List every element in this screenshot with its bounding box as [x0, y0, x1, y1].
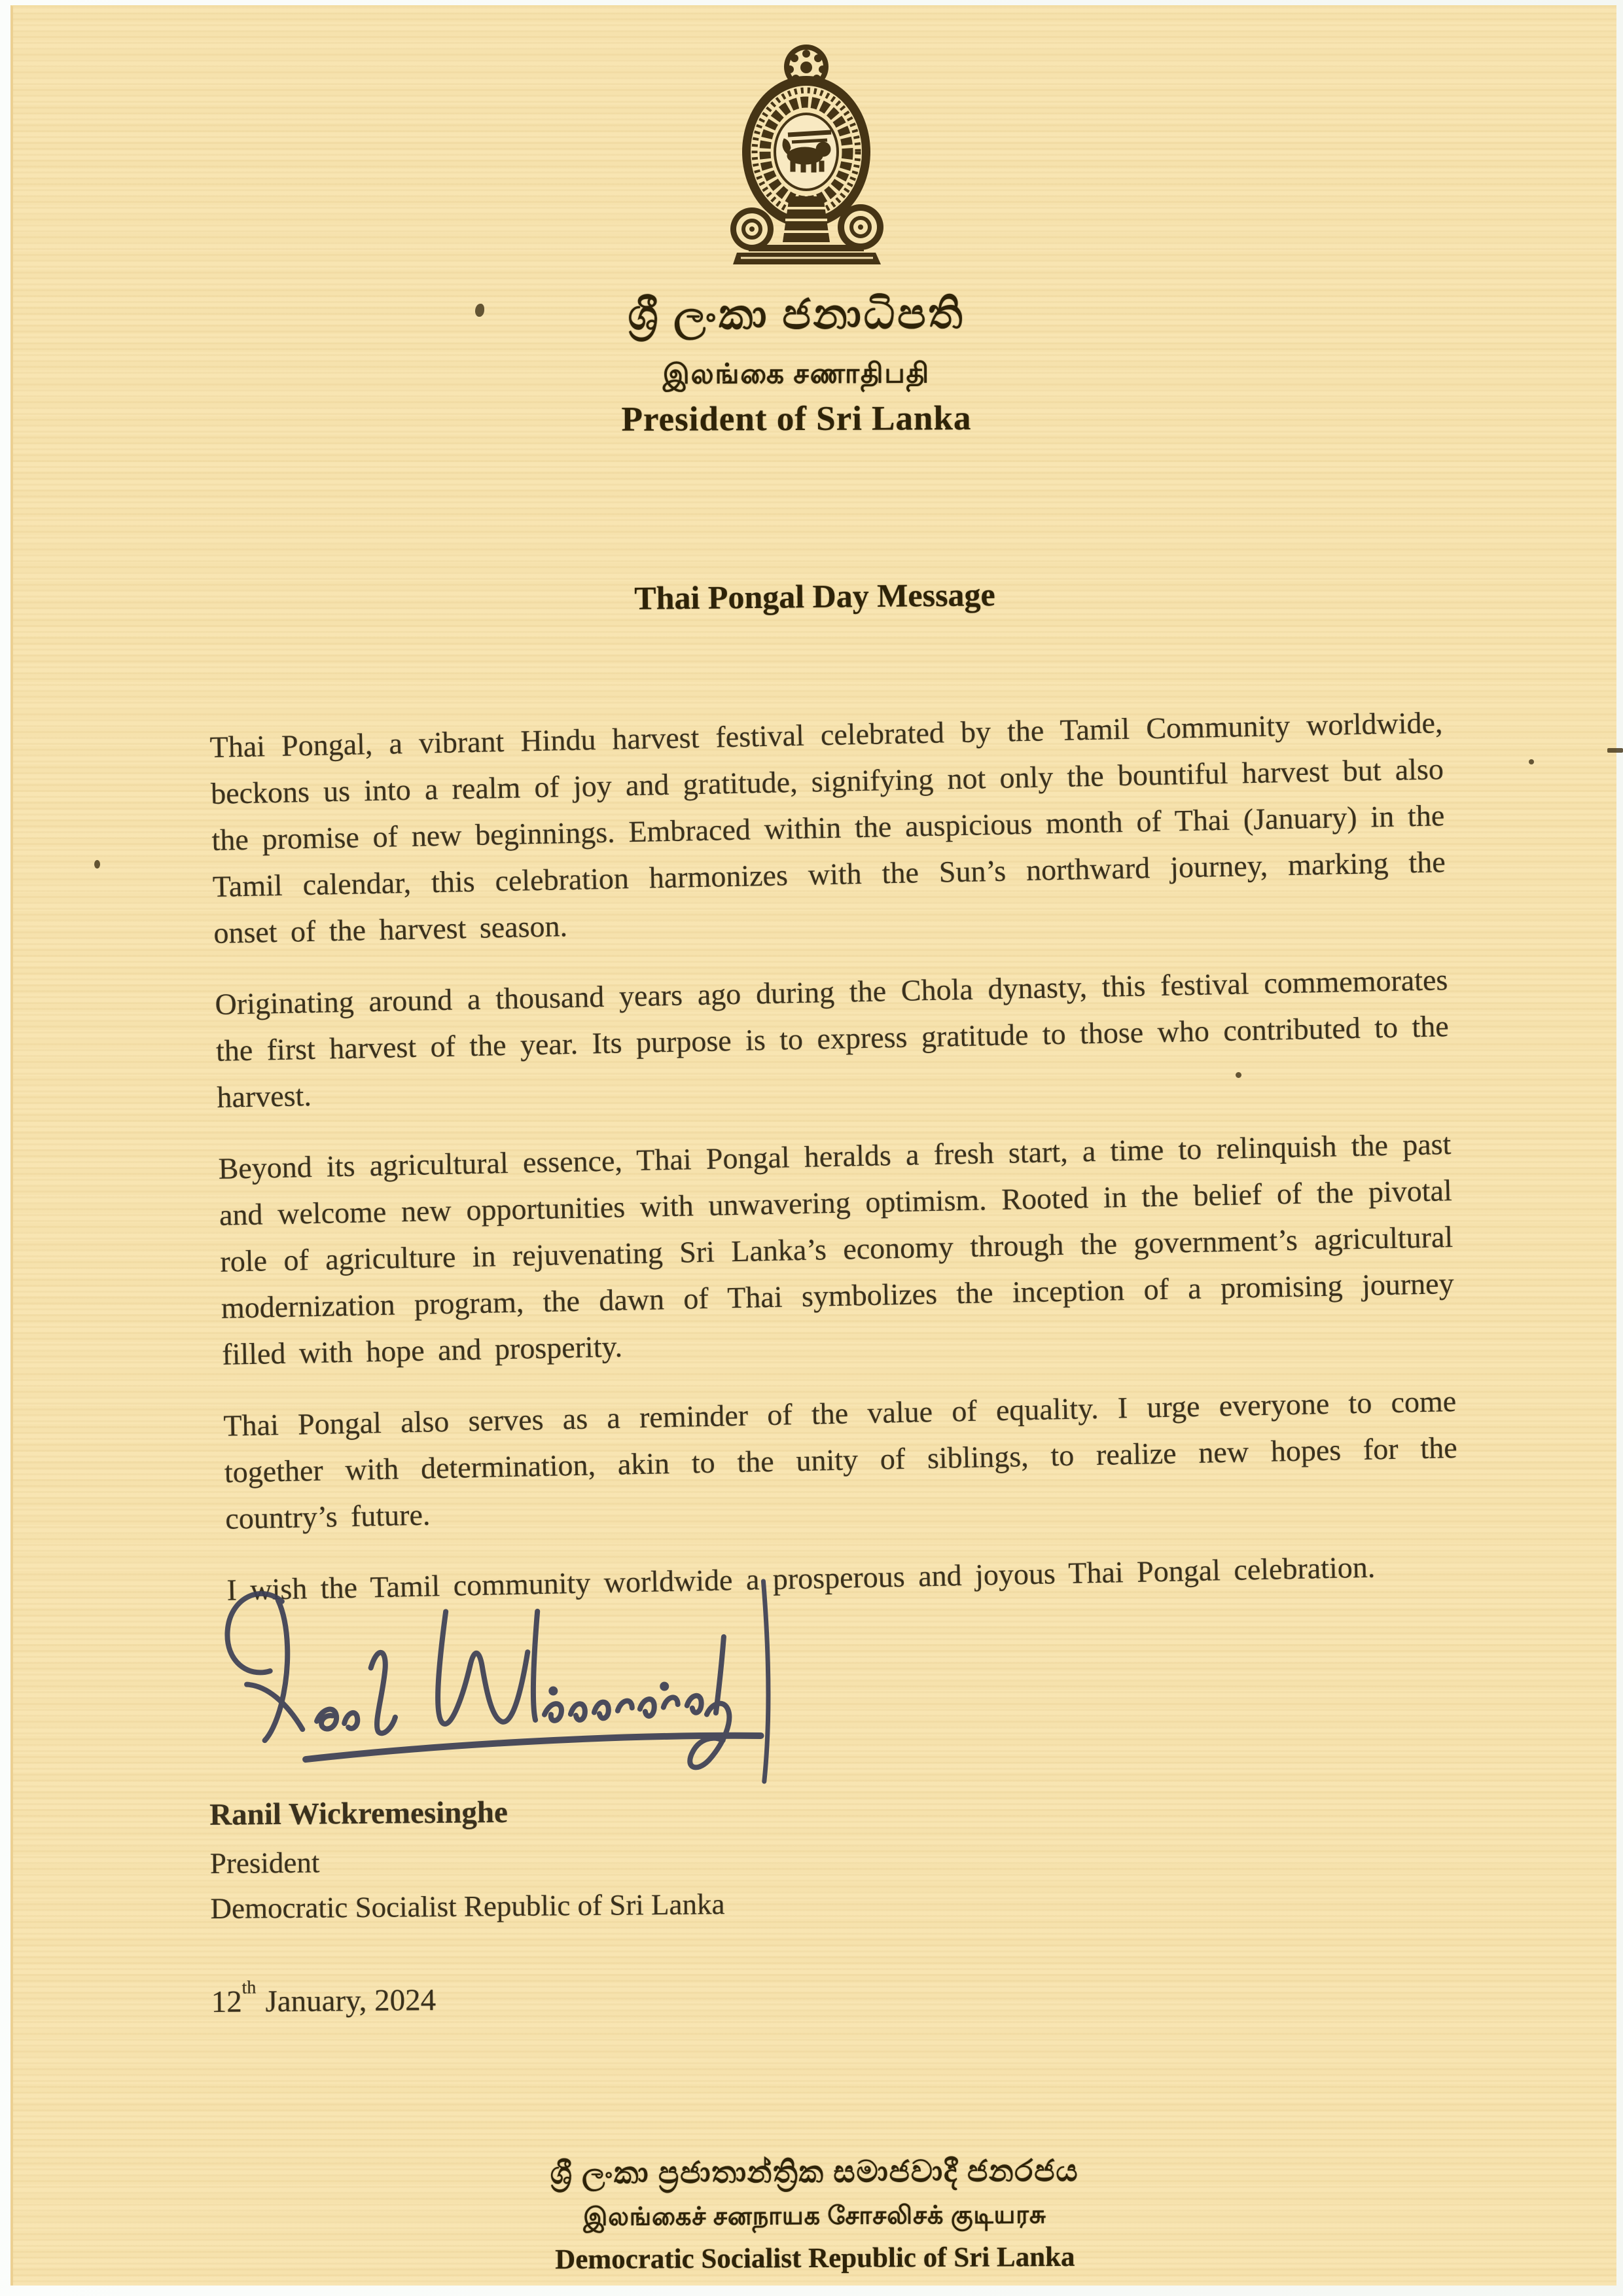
letterhead-title-tamil: இலங்கை சணாதிபதி	[662, 359, 931, 390]
handwritten-signature	[204, 1564, 863, 1794]
footer-line-sinhala: ශ්‍රී ලංකා ප්‍රජාතාන්ත්‍රික සමාජවාදී ජනරජය	[550, 2153, 1079, 2191]
sri-lanka-national-emblem-icon	[728, 41, 885, 266]
letter-subject: Thai Pongal Day Message	[634, 576, 995, 617]
letter-date	[211, 1969, 1193, 2020]
letter-footer	[13, 2151, 1617, 2279]
signatory-block	[209, 1789, 1193, 2020]
date-ordinal-suffix: th	[241, 1977, 257, 1998]
footer-line-tamil: இலங்கைச் சனநாயக சோசலிசக் குடியரசு	[583, 2201, 1046, 2231]
ink-speck	[1529, 759, 1534, 764]
letter-body	[209, 699, 1461, 1638]
scan-edge-mark	[1607, 748, 1623, 753]
signatory-country: Democratic Socialist Republic of Sri Lanka	[210, 1888, 725, 1925]
signatory-title: President	[209, 1846, 320, 1880]
signatory-name: Ranil Wickremesinghe	[209, 1795, 508, 1832]
footer-line-english: Democratic Socialist Republic of Sri Lanka	[555, 2241, 1075, 2276]
ink-speck	[94, 860, 100, 869]
letter-paper	[10, 5, 1616, 2286]
paragraph-5: I wish the Tamil community worldwide a prosperous and joyous Thai Pongal celebration.	[226, 1550, 1376, 1607]
paragraph-2: Originating around a thousand years ago during the Chola dynasty, this festival commemorates the first harvest of the year. Its purpose is to express gratitude to those who contributed to the harvest.	[215, 963, 1450, 1114]
date-day: 12	[211, 1984, 242, 2019]
paragraph-1: Thai Pongal, a vibrant Hindu harvest festival celebrated by the Tamil Community worldwide, beckons us into a realm of joy and gratitude, signifying not only the bountiful harvest but also the promise of new beginnings. Embraced within the auspicious month of Thai (January) in the Tamil calendar, this celebration harmonizes with the Sun’s northward journey, marking the onset of the harvest season.	[209, 706, 1446, 950]
letterhead-title-english: President of Sri Lanka	[621, 399, 972, 439]
letterhead-title-sinhala: ශ්‍රී ලංකා ජනාධිපති	[628, 291, 965, 338]
ink-speck	[1236, 1072, 1241, 1078]
paragraph-4: Thai Pongal also serves as a reminder of the value of equality. I urge everyone to come together with determination, akin to the unity of siblings, to realize new hopes for the country’s future.	[223, 1384, 1458, 1535]
date-month-year: January, 2024	[265, 1982, 437, 2019]
paragraph-3: Beyond its agricultural essence, Thai Pongal heralds a fresh start, a time to relinquish the past and welcome new opportunities with unwavering optimism. Rooted in the belief of the pivotal role of agriculture in rejuvenating Sri Lanka’s economy through the government’s agricultural modernization program, the dawn of Thai symbolizes the inception of a promising journey filled with hope and prosperity.	[218, 1127, 1455, 1371]
